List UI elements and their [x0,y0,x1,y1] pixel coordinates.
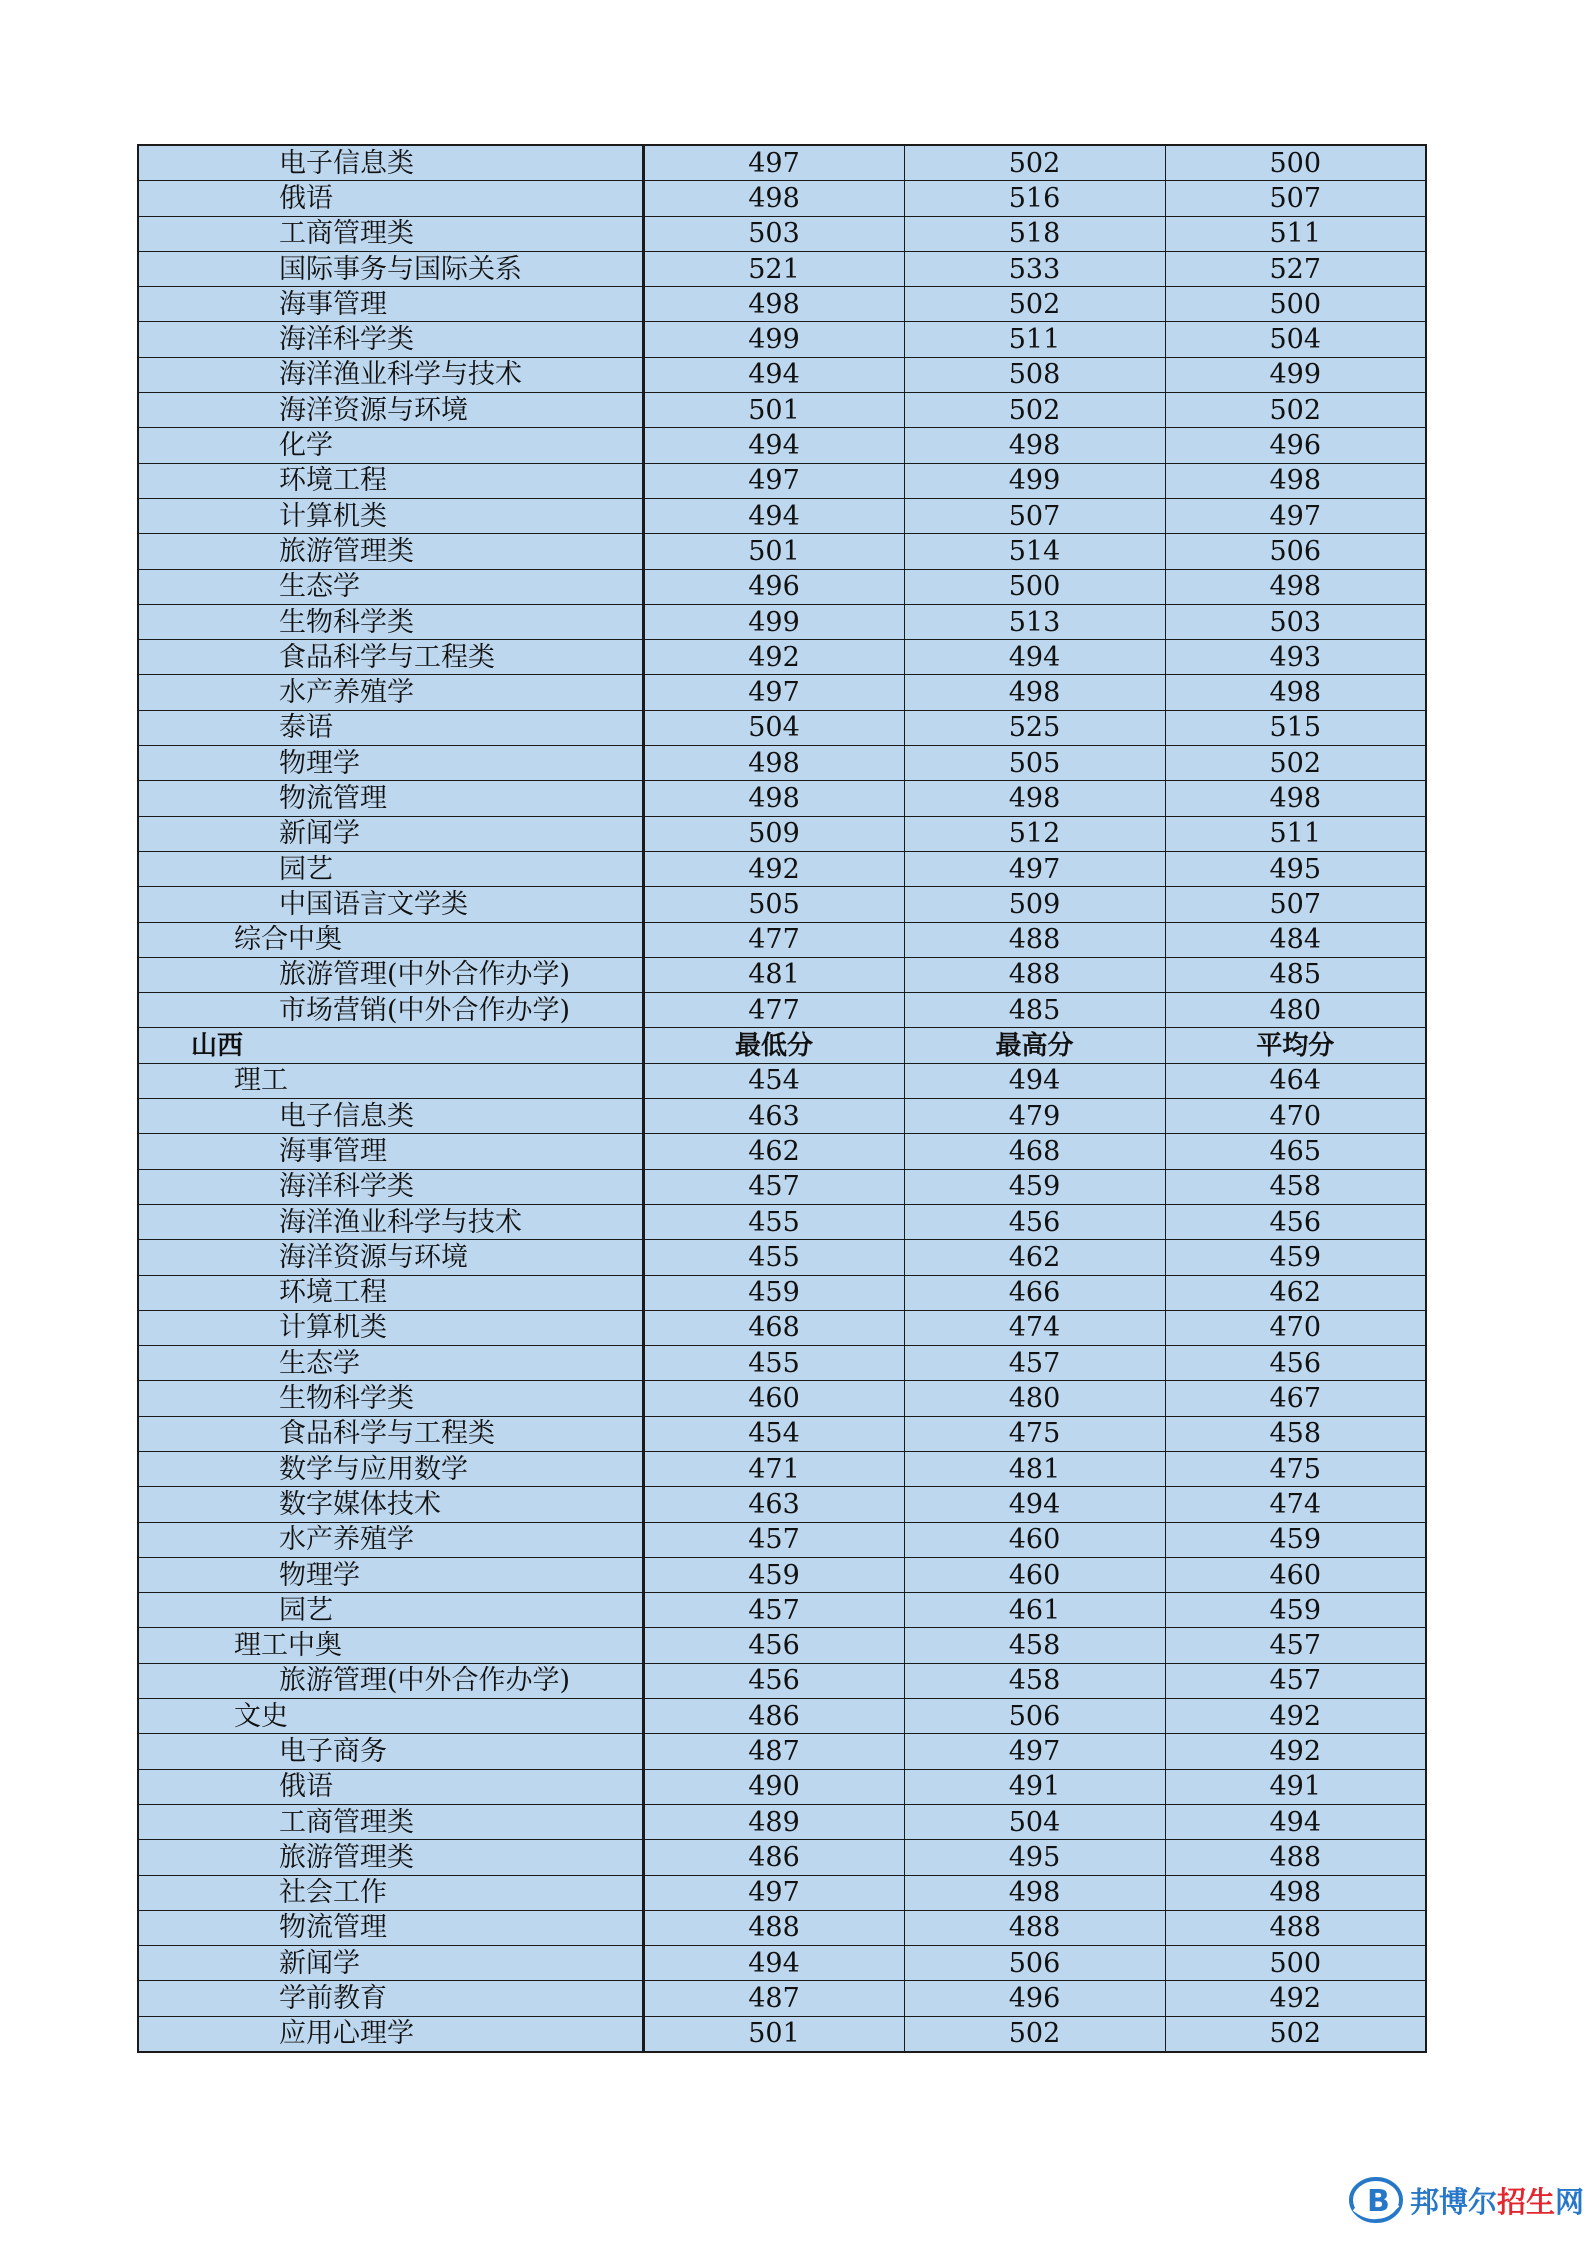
max-score-cell: 514 [904,534,1165,569]
table-row [138,1946,1426,1981]
avg-score-cell: 527 [1165,251,1426,286]
avg-score-cell: 457 [1165,1663,1426,1698]
table-row [138,1557,1426,1592]
min-score-cell: 457 [643,1169,904,1204]
row-name-cell: 数学与应用数学 [138,1451,643,1486]
max-score-cell: 512 [904,816,1165,851]
row-name-cell: 电子商务 [138,1734,643,1769]
table-row [138,1416,1426,1451]
avg-score-cell: 459 [1165,1240,1426,1275]
table-row [138,1522,1426,1557]
score-table-body [138,145,1426,2052]
table-row [138,1804,1426,1839]
min-score-cell: 455 [643,1346,904,1381]
table-row [138,393,1426,428]
avg-score-cell: 499 [1165,357,1426,392]
max-score-cell: 508 [904,357,1165,392]
max-score-cell: 498 [904,428,1165,463]
max-score-cell: 506 [904,1946,1165,1981]
max-score-cell: 494 [904,640,1165,675]
row-name-cell: 水产养殖学 [138,675,643,710]
max-score-cell: 502 [904,393,1165,428]
min-score-cell: 497 [643,1875,904,1910]
max-score-cell: 488 [904,1910,1165,1945]
row-name-cell: 计算机类 [138,498,643,533]
row-name-cell: 泰语 [138,710,643,745]
max-score-cell: 505 [904,746,1165,781]
row-name-cell: 海洋科学类 [138,322,643,357]
table-row [138,1593,1426,1628]
score-table [137,144,1427,2053]
avg-score-cell: 500 [1165,145,1426,181]
row-name-cell: 学前教育 [138,1981,643,2016]
table-row [138,746,1426,781]
max-score-cell: 497 [904,1734,1165,1769]
table-row [138,1910,1426,1945]
min-score-cell: 463 [643,1487,904,1522]
min-score-cell: 477 [643,993,904,1028]
avg-score-cell: 460 [1165,1557,1426,1592]
min-score-cell: 496 [643,569,904,604]
max-score-cell: 461 [904,1593,1165,1628]
avg-score-cell: 511 [1165,816,1426,851]
max-score-cell: 509 [904,887,1165,922]
avg-score-cell: 492 [1165,1734,1426,1769]
avg-score-cell: 498 [1165,569,1426,604]
min-score-cell: 455 [643,1240,904,1275]
site-watermark [1348,2172,1584,2228]
max-score-cell: 518 [904,216,1165,251]
avg-score-cell: 485 [1165,957,1426,992]
min-score-cell: 468 [643,1310,904,1345]
max-score-cell: 507 [904,498,1165,533]
avg-score-cell: 488 [1165,1840,1426,1875]
avg-score-cell: 494 [1165,1804,1426,1839]
row-name-cell: 环境工程 [138,1275,643,1310]
row-name-cell: 食品科学与工程类 [138,1416,643,1451]
min-score-cell: 457 [643,1522,904,1557]
avg-score-cell: 511 [1165,216,1426,251]
row-name-cell: 水产养殖学 [138,1522,643,1557]
row-name-cell: 环境工程 [138,463,643,498]
min-score-cell: 521 [643,251,904,286]
table-row [138,428,1426,463]
avg-score-cell: 502 [1165,746,1426,781]
row-name-cell: 旅游管理类 [138,534,643,569]
row-name-cell: 生态学 [138,569,643,604]
row-name-cell: 园艺 [138,851,643,886]
min-score-cell: 501 [643,2016,904,2052]
table-row [138,1310,1426,1345]
max-score-cell: 460 [904,1522,1165,1557]
table-row [138,534,1426,569]
table-row [138,1240,1426,1275]
min-score-cell: 504 [643,710,904,745]
max-score-cell: 502 [904,2016,1165,2052]
avg-score-cell: 465 [1165,1134,1426,1169]
min-score-cell: 459 [643,1557,904,1592]
avg-score-cell: 497 [1165,498,1426,533]
row-name-cell: 文史 [138,1699,643,1734]
row-name-cell: 物流管理 [138,1910,643,1945]
table-row [138,463,1426,498]
row-name-cell: 俄语 [138,1769,643,1804]
avg-score-cell: 459 [1165,1593,1426,1628]
table-row [138,675,1426,710]
avg-score-cell: 488 [1165,1910,1426,1945]
max-score-cell: 459 [904,1169,1165,1204]
avg-score-cell: 507 [1165,887,1426,922]
avg-score-cell: 507 [1165,181,1426,216]
avg-score-cell: 498 [1165,675,1426,710]
table-row [138,1663,1426,1698]
row-name-cell: 海洋渔业科学与技术 [138,1204,643,1239]
table-row [138,1381,1426,1416]
min-score-cell: 486 [643,1840,904,1875]
min-score-cell: 457 [643,1593,904,1628]
table-row [138,569,1426,604]
min-score-cell: 492 [643,851,904,886]
row-name-cell: 物理学 [138,746,643,781]
row-name-cell: 综合中奥 [138,922,643,957]
table-row [138,145,1426,181]
avg-score-cell: 470 [1165,1310,1426,1345]
table-row [138,922,1426,957]
table-row [138,993,1426,1028]
table-row [138,1699,1426,1734]
row-name-cell: 市场营销(中外合作办学) [138,993,643,1028]
row-name-cell: 海洋资源与环境 [138,393,643,428]
table-row [138,1875,1426,1910]
min-score-cell: 486 [643,1699,904,1734]
avg-score-cell: 498 [1165,781,1426,816]
row-name-cell: 俄语 [138,181,643,216]
max-score-cell: 497 [904,851,1165,886]
min-score-cell: 498 [643,287,904,322]
max-score-cell: 506 [904,1699,1165,1734]
min-score-cell: 501 [643,393,904,428]
min-score-cell: 498 [643,746,904,781]
table-row [138,1734,1426,1769]
min-score-cell: 494 [643,428,904,463]
table-row [138,781,1426,816]
table-row [138,1840,1426,1875]
avg-score-cell: 506 [1165,534,1426,569]
max-score-cell: 500 [904,569,1165,604]
avg-score-cell: 484 [1165,922,1426,957]
table-row [138,216,1426,251]
min-score-cell: 492 [643,640,904,675]
min-score-cell: 最低分 [643,1028,904,1063]
max-score-cell: 513 [904,604,1165,639]
row-name-cell: 电子信息类 [138,1099,643,1134]
avg-score-cell: 495 [1165,851,1426,886]
min-score-cell: 497 [643,463,904,498]
row-name-cell: 物理学 [138,1557,643,1592]
min-score-cell: 487 [643,1734,904,1769]
max-score-cell: 474 [904,1310,1165,1345]
avg-score-cell: 498 [1165,1875,1426,1910]
table-row [138,1346,1426,1381]
row-name-cell: 社会工作 [138,1875,643,1910]
min-score-cell: 488 [643,1910,904,1945]
max-score-cell: 516 [904,181,1165,216]
min-score-cell: 463 [643,1099,904,1134]
max-score-cell: 462 [904,1240,1165,1275]
avg-score-cell: 500 [1165,1946,1426,1981]
table-row [138,816,1426,851]
avg-score-cell: 480 [1165,993,1426,1028]
watermark-text-part3: 网 [1555,2184,1585,2219]
avg-score-cell: 515 [1165,710,1426,745]
max-score-cell: 458 [904,1628,1165,1663]
max-score-cell: 496 [904,1981,1165,2016]
row-name-cell: 工商管理类 [138,216,643,251]
max-score-cell: 468 [904,1134,1165,1169]
min-score-cell: 498 [643,781,904,816]
max-score-cell: 502 [904,145,1165,181]
min-score-cell: 456 [643,1663,904,1698]
row-name-cell: 海洋渔业科学与技术 [138,357,643,392]
avg-score-cell: 491 [1165,1769,1426,1804]
max-score-cell: 494 [904,1063,1165,1098]
row-name-cell: 数字媒体技术 [138,1487,643,1522]
max-score-cell: 491 [904,1769,1165,1804]
row-name-cell: 工商管理类 [138,1804,643,1839]
max-score-cell: 481 [904,1451,1165,1486]
avg-score-cell: 458 [1165,1169,1426,1204]
table-row [138,1099,1426,1134]
max-score-cell: 最高分 [904,1028,1165,1063]
max-score-cell: 498 [904,781,1165,816]
table-row [138,322,1426,357]
min-score-cell: 454 [643,1416,904,1451]
avg-score-cell: 475 [1165,1451,1426,1486]
row-name-cell: 山西 [138,1028,643,1063]
max-score-cell: 457 [904,1346,1165,1381]
min-score-cell: 501 [643,534,904,569]
row-name-cell: 新闻学 [138,816,643,851]
avg-score-cell: 467 [1165,1381,1426,1416]
logo-letter: B [1367,2184,1390,2219]
max-score-cell: 479 [904,1099,1165,1134]
row-name-cell: 理工中奥 [138,1628,643,1663]
table-row [138,2016,1426,2052]
row-name-cell: 园艺 [138,1593,643,1628]
row-name-cell: 中国语言文学类 [138,887,643,922]
max-score-cell: 466 [904,1275,1165,1310]
table-row [138,1981,1426,2016]
row-name-cell: 生物科学类 [138,1381,643,1416]
table-row [138,1169,1426,1204]
min-score-cell: 462 [643,1134,904,1169]
max-score-cell: 525 [904,710,1165,745]
avg-score-cell: 493 [1165,640,1426,675]
avg-score-cell: 500 [1165,287,1426,322]
table-row [138,1134,1426,1169]
table-row [138,1063,1426,1098]
avg-score-cell: 504 [1165,322,1426,357]
row-name-cell: 新闻学 [138,1946,643,1981]
row-name-cell: 国际事务与国际关系 [138,251,643,286]
avg-score-cell: 平均分 [1165,1028,1426,1063]
max-score-cell: 456 [904,1204,1165,1239]
row-name-cell: 海事管理 [138,1134,643,1169]
table-row [138,851,1426,886]
min-score-cell: 499 [643,604,904,639]
min-score-cell: 456 [643,1628,904,1663]
avg-score-cell: 496 [1165,428,1426,463]
section-header-row [138,1028,1426,1063]
min-score-cell: 489 [643,1804,904,1839]
max-score-cell: 498 [904,675,1165,710]
min-score-cell: 490 [643,1769,904,1804]
min-score-cell: 471 [643,1451,904,1486]
avg-score-cell: 457 [1165,1628,1426,1663]
watermark-text [1410,2180,1584,2221]
max-score-cell: 495 [904,1840,1165,1875]
avg-score-cell: 456 [1165,1346,1426,1381]
min-score-cell: 505 [643,887,904,922]
row-name-cell: 旅游管理(中外合作办学) [138,957,643,992]
table-row [138,357,1426,392]
avg-score-cell: 474 [1165,1487,1426,1522]
table-row [138,181,1426,216]
row-name-cell: 电子信息类 [138,145,643,181]
avg-score-cell: 470 [1165,1099,1426,1134]
avg-score-cell: 498 [1165,463,1426,498]
max-score-cell: 485 [904,993,1165,1028]
min-score-cell: 481 [643,957,904,992]
row-name-cell: 理工 [138,1063,643,1098]
table-row [138,1451,1426,1486]
max-score-cell: 488 [904,922,1165,957]
watermark-text-part1: 邦博尔 [1410,2184,1498,2219]
row-name-cell: 应用心理学 [138,2016,643,2052]
table-row [138,287,1426,322]
max-score-cell: 458 [904,1663,1165,1698]
max-score-cell: 533 [904,251,1165,286]
table-row [138,957,1426,992]
avg-score-cell: 492 [1165,1699,1426,1734]
table-row [138,251,1426,286]
min-score-cell: 503 [643,216,904,251]
table-row [138,887,1426,922]
watermark-text-part2: 招生 [1497,2184,1556,2219]
min-score-cell: 454 [643,1063,904,1098]
row-name-cell: 海洋资源与环境 [138,1240,643,1275]
min-score-cell: 459 [643,1275,904,1310]
max-score-cell: 475 [904,1416,1165,1451]
row-name-cell: 食品科学与工程类 [138,640,643,675]
avg-score-cell: 462 [1165,1275,1426,1310]
min-score-cell: 497 [643,675,904,710]
max-score-cell: 499 [904,463,1165,498]
table-row [138,498,1426,533]
max-score-cell: 502 [904,287,1165,322]
min-score-cell: 498 [643,181,904,216]
row-name-cell: 旅游管理(中外合作办学) [138,1663,643,1698]
avg-score-cell: 503 [1165,604,1426,639]
max-score-cell: 480 [904,1381,1165,1416]
max-score-cell: 511 [904,322,1165,357]
row-name-cell: 生态学 [138,1346,643,1381]
table-row [138,1487,1426,1522]
min-score-cell: 494 [643,357,904,392]
min-score-cell: 509 [643,816,904,851]
min-score-cell: 497 [643,145,904,181]
table-row [138,1275,1426,1310]
table-row [138,604,1426,639]
min-score-cell: 477 [643,922,904,957]
min-score-cell: 460 [643,1381,904,1416]
table-row [138,1204,1426,1239]
table-row [138,710,1426,745]
min-score-cell: 455 [643,1204,904,1239]
max-score-cell: 494 [904,1487,1165,1522]
avg-score-cell: 502 [1165,2016,1426,2052]
row-name-cell: 海洋科学类 [138,1169,643,1204]
row-name-cell: 物流管理 [138,781,643,816]
row-name-cell: 生物科学类 [138,604,643,639]
row-name-cell: 计算机类 [138,1310,643,1345]
table-row [138,1628,1426,1663]
max-score-cell: 504 [904,1804,1165,1839]
row-name-cell: 旅游管理类 [138,1840,643,1875]
brand-logo-icon [1348,2175,1404,2225]
min-score-cell: 494 [643,1946,904,1981]
min-score-cell: 494 [643,498,904,533]
max-score-cell: 488 [904,957,1165,992]
table-row [138,640,1426,675]
avg-score-cell: 502 [1165,393,1426,428]
avg-score-cell: 464 [1165,1063,1426,1098]
avg-score-cell: 458 [1165,1416,1426,1451]
avg-score-cell: 459 [1165,1522,1426,1557]
min-score-cell: 487 [643,1981,904,2016]
avg-score-cell: 456 [1165,1204,1426,1239]
table-row [138,1769,1426,1804]
row-name-cell: 化学 [138,428,643,463]
max-score-cell: 498 [904,1875,1165,1910]
max-score-cell: 460 [904,1557,1165,1592]
row-name-cell: 海事管理 [138,287,643,322]
min-score-cell: 499 [643,322,904,357]
avg-score-cell: 492 [1165,1981,1426,2016]
